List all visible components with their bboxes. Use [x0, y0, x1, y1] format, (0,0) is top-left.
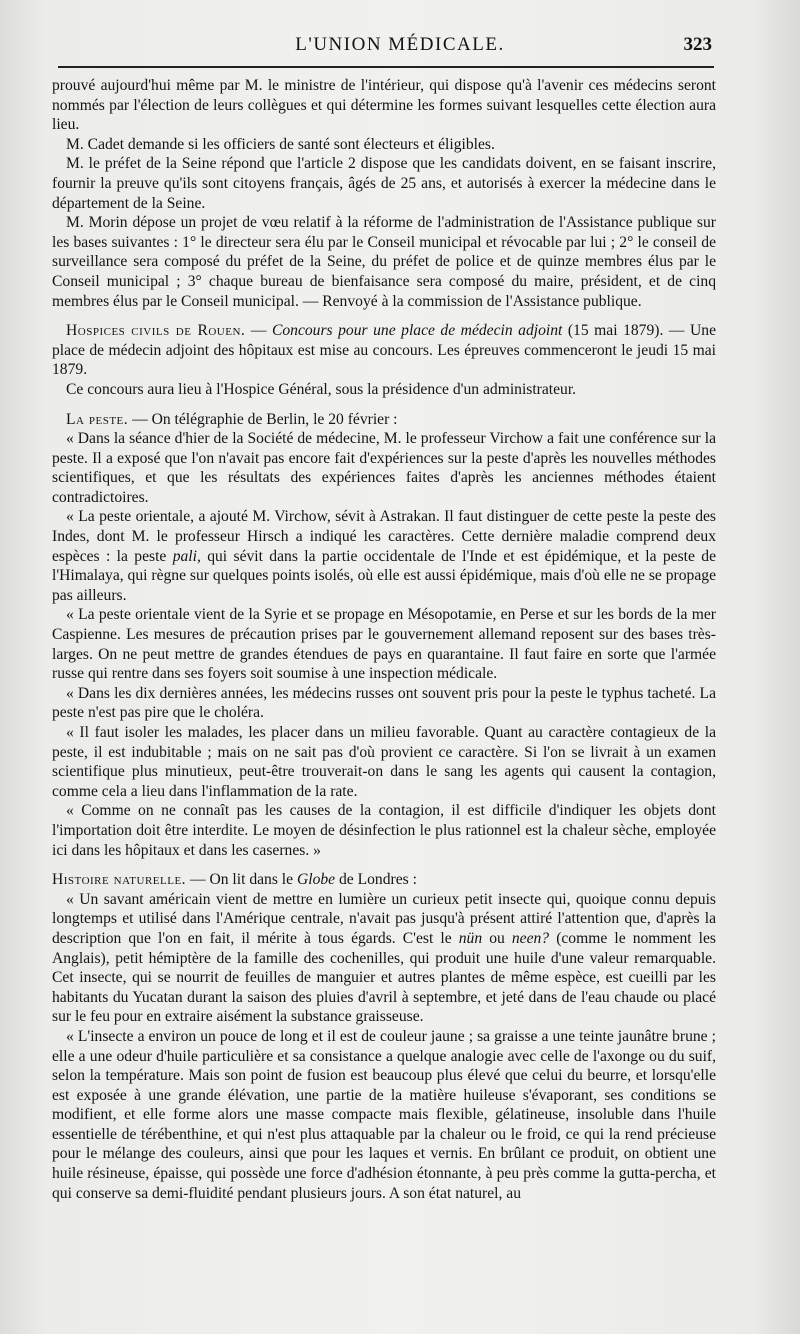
italic-term: nün	[458, 929, 483, 947]
paragraph: M. le préfet de la Seine répond que l'article 2 dispose que les candidats doivent, en se faisant inscrire, fournir la preuve qu'ils sont citoyens français, âgés de 25 ans, et autorisés à exercer la médecine dans le département de la Seine.	[52, 155, 716, 212]
dash-text: —	[245, 322, 272, 340]
concours-title: Concours pour une place de médecin adjoint	[271, 322, 563, 340]
paragraph-text: « Un savant américain vient de mettre en lumière un curieux petit insecte qui, quoique connu depuis longtemps et utilisé dans l'Amérique centrale, n'avait pas jusqu'à présent attiré l'attention que, d'après la description que l'on en fait, il mérite à tous égards. C'est le	[52, 890, 716, 947]
hospices-section	[52, 321, 716, 380]
paragraph: « Comme on ne connaît pas les causes de la contagion, il est difficile d'indiquer les objets dont l'importation doit être interdite. Le moyen de désinfection le plus rationnel est la chaleur sèche, employée ici dans les hôpitaux et dans les casernes. »	[52, 802, 716, 859]
paragraph: Ce concours aura lieu à l'Hospice Général, sous la présidence d'un administrateur.	[66, 380, 577, 398]
paragraph-text: — Une place de médecin adjoint des hôpitaux est mise au concours. Les épreuves commenceront le jeudi 15 mai 1879.	[52, 322, 716, 379]
section-heading: Hospices civils de Rouen.	[66, 322, 246, 340]
paragraph-text: — On télégraphie de Berlin, le 20 février :	[128, 410, 398, 428]
histoire-section	[52, 870, 716, 890]
paragraph: « L'insecte a environ un pouce de long et il est de couleur jaune ; sa graisse a une teinte jaunâtre brune ; elle a une odeur d'huile particulière et sa consistance a quelque analogie avec celle de l'axonge ou du suif, selon la température. Mais son point de fusion est beaucoup plus élevé que celui du beurre, et lorsqu'elle est exposée à une grande élévation, une partie de la matière huileuse s'évaporant, ses conditions se modifient, et elle forme alors une masse compacte mais flexible, gélatineuse, insoluble dans l'huile essentielle de térébenthine, et qui n'est plus attaquable par la chaleur ou le froid, ce qui la rend précieuse pour le mélange des couleurs, ainsi que pour les laques et vernis. En brûlant ce produit, on obtient une huile résineuse, épaisse, qui possède une force d'adhésion étonnante, à peu près comme la gutta-percha, et qui conserve sa demi-fluidité pendant plusieurs jours. A son état naturel, au	[52, 1027, 716, 1202]
running-title: L'UNION MÉDICALE.	[295, 34, 505, 55]
article-body	[52, 76, 716, 1203]
paragraph	[52, 890, 716, 1027]
peste-section	[52, 410, 716, 430]
concours-date: (15 mai 1879).	[562, 322, 664, 340]
paragraph: « Dans la séance d'hier de la Société de médecine, M. le professeur Virchow a fait une conférence sur la peste. Il a exposé que l'on n'avait pas encore fait d'expériences sur la peste d'après les nouvelles méthodes scientifiques, et que les résultats des expériences faites d'après les anciennes méthodes étaient contradictoires.	[52, 430, 716, 506]
paragraph-text: « La peste orientale, a ajouté M. Virchow, sévit à Astrakan. Il faut distinguer de cette peste la peste des Indes, dont M. le professeur Hirsch a indiqué les caractères. Cette dernière maladie comprend deux espèces : la peste	[52, 508, 716, 565]
paragraph: « Dans les dix dernières années, les médecins russes ont souvent pris pour la peste le typhus tacheté. La peste n'est pas pire que le choléra.	[52, 684, 716, 722]
paragraph-text: — On lit dans le	[186, 871, 297, 889]
italic-term: neen?	[511, 929, 550, 947]
paragraph: M. Cadet demande si les officiers de santé sont électeurs et éligibles.	[66, 135, 495, 153]
italic-term: pali,	[172, 547, 201, 565]
paragraph-text: qui sévit dans la partie occidentale de l'Inde et est épidémique, et la peste de l'Himalaya, qui règne sur quelques points isolés, où elle est aussi épidémique, mais d'où elle ne se propage pas ailleurs.	[52, 547, 716, 604]
paragraph: prouvé aujourd'hui même par M. le ministre de l'intérieur, qui dispose qu'à l'avenir ces médecins seront nommés par l'élection de leurs collègues et qui détermine les formes suivant lesquelles cette élection aura lieu.	[52, 77, 716, 134]
paragraph-text: ou	[482, 929, 512, 947]
page-header	[0, 32, 800, 58]
paragraph: M. Morin dépose un projet de vœu relatif à la réforme de l'administration de l'Assistance publique sur les bases suivantes : 1° le directeur sera élu par le Conseil municipal et révocable par lui ; 2° le conseil de surveillance sera composé du préfet de la Seine, du préfet de police et de quinze membres élus par le Conseil municipal ; 3° chaque bureau de bienfaisance sera composé du maire, président, et de cinq membres élus par le Conseil municipal. — Renvoyé à la commission de l'Assistance publique.	[52, 214, 716, 310]
paragraph: « La peste orientale vient de la Syrie et se propage en Mésopotamie, en Perse et sur les bords de la mer Caspienne. Les mesures de précaution prises par le gouvernement allemand reposent sur des bases très-larges. On ne peut mettre de grandes étendues de pays en quarantaine. Il faut faire en sorte que l'armée russe qui rentre dans ses foyers soit soumise à une inspection médicale.	[52, 606, 716, 683]
section-heading: Histoire naturelle.	[52, 871, 187, 889]
paragraph	[52, 507, 716, 605]
paragraph-text: de Londres :	[335, 871, 417, 889]
page-number: 323	[683, 34, 712, 55]
paragraph: « Il faut isoler les malades, les placer dans un milieu favorable. Quant au caractère contagieux de la peste, il est indubitable ; mais on ne sait pas d'où provient ce caractère. Si l'on se livrait à un examen scientifique plus minutieux, peut-être trouverait-on dans le sang les agents qui causent la contagion, comme cela a lieu dans l'inflammation de la rate.	[52, 724, 716, 800]
section-heading: La peste.	[66, 410, 129, 428]
italic-term: Globe	[296, 871, 336, 889]
paragraph-text: (comme le nomment les Anglais), petit hémiptère de la famille des cochenilles, qui produit une huile d'une valeur remarquable. Cet insecte, qui se nourrit de feuilles de manguier et autres plantes de même espèce, est cueilli par les habitants du Yucatan durant la saison des pluies d'avril à septembre, et jeté dans de l'eau chaude ou placé sur le feu pour en extraire aisément la substance graisseuse.	[52, 929, 717, 1026]
header-rule	[58, 66, 714, 68]
